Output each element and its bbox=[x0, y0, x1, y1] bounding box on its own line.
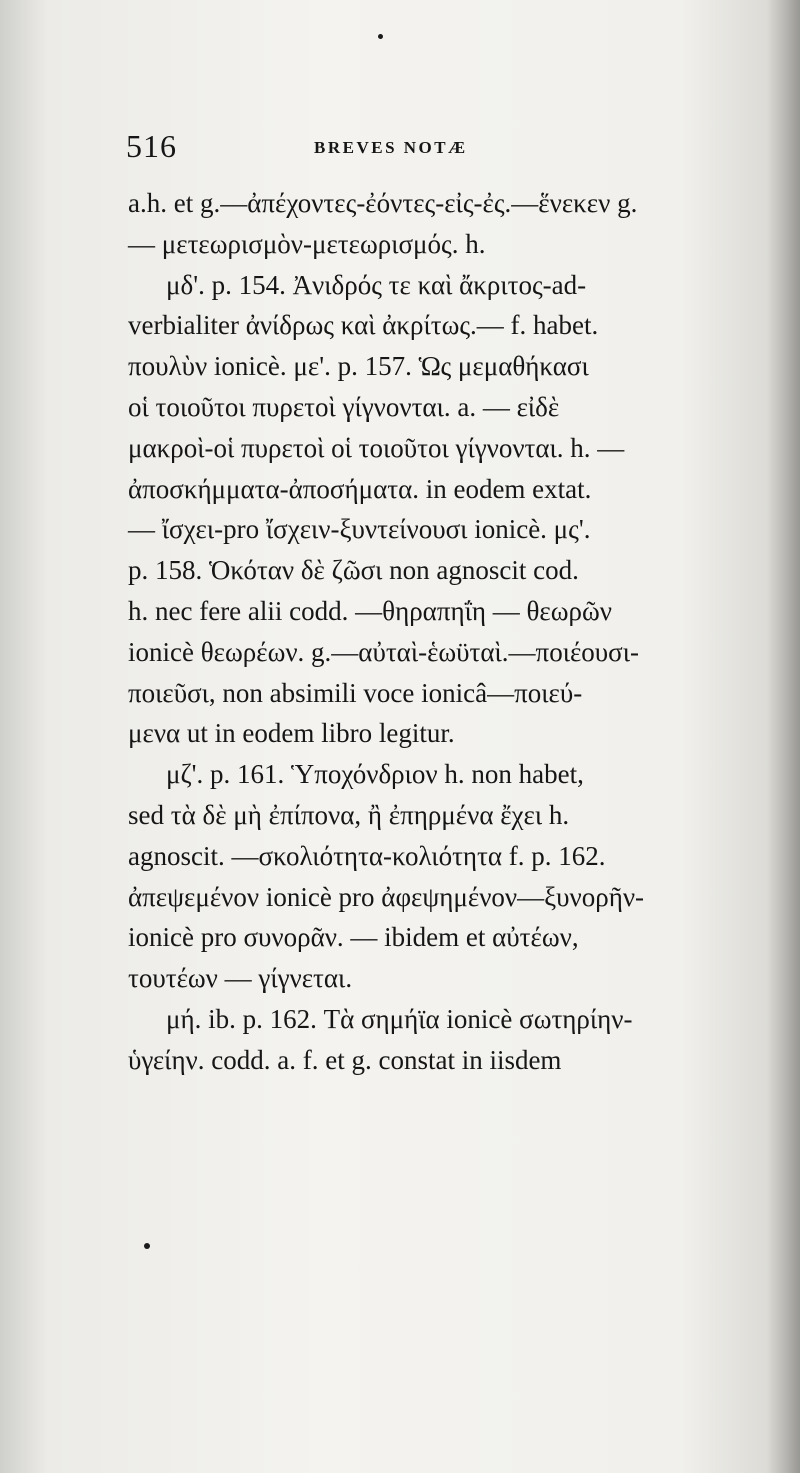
text-line: — ἴσχει-pro ἴσχειν-ξυντείνουσι ionicè. μς'. bbox=[128, 514, 591, 545]
ink-speck bbox=[378, 34, 383, 39]
page-edge-shadow bbox=[766, 0, 800, 1473]
text-line: τουτέων — γίγνεται. bbox=[128, 963, 353, 994]
text-line: verbialiter ἀνίδρως καὶ ἀκρίτως.— f. habet. bbox=[128, 310, 599, 341]
text-line: μακροὶ-οἱ πυρετοὶ οἱ τοιοῦτοι γίγνονται. h. — bbox=[128, 432, 625, 463]
text-line: h. nec fere alii codd. —θηραπηΐη — θεωρῶν bbox=[128, 595, 612, 626]
text-line: μζ'. p. 161. Ὑποχόνδριον h. non habet, bbox=[166, 759, 584, 790]
text-line: ἀπεψεμένον ionicè pro ἀφεψημένον—ξυνορῆν- bbox=[128, 881, 645, 912]
text-line: ionicè θεωρέων. g.—αὐταὶ-ἑωϋταὶ.—ποιέουσι- bbox=[128, 636, 639, 667]
page-number: 516 bbox=[126, 128, 177, 164]
running-head: BREVES NOTÆ bbox=[314, 138, 468, 157]
text-line: πουλὺν ionicè. με'. p. 157. Ὡς μεμαθήκασι bbox=[128, 351, 589, 382]
text-line: sed τὰ δὲ μὴ ἐπίπονα, ἢ ἐπηρμένα ἔχει h. bbox=[128, 799, 570, 830]
text-line: ποιεῦσι, non absimili voce ionicâ—ποιεύ- bbox=[128, 677, 583, 708]
page-header bbox=[126, 128, 746, 168]
text-line: a.h. et g.—ἀπέχοντες-ἐόντες-εἰς-ἐς.—ἕνεκεν g. bbox=[128, 188, 638, 218]
text-line: μενα ut in eodem libro legitur. bbox=[128, 718, 455, 749]
text-line: οἱ τοιοῦτοι πυρετοὶ γίγνονται. a. — εἰδὲ bbox=[128, 391, 560, 422]
text-line: ionicè pro συνορᾶν. — ibidem et αὐτέων, bbox=[128, 922, 579, 953]
text-line: p. 158. Ὁκόταν δὲ ζῶσι non agnoscit cod. bbox=[128, 555, 579, 586]
text-line: μή. ib. p. 162. Τὰ σημήϊα ionicè σωτηρίην- bbox=[166, 1003, 633, 1034]
text-line: ὑγείην. codd. a. f. et g. constat in iisdem bbox=[128, 1044, 562, 1075]
text-line: ἀποσκήμματα-ἀποσήματα. in eodem extat. bbox=[128, 473, 592, 504]
ink-speck bbox=[144, 1243, 150, 1249]
text-line: — μετεωρισμὸν-μετεωρισμός. h. bbox=[128, 228, 486, 259]
body-text bbox=[128, 183, 740, 1081]
text-line: agnoscit. —σκολιότητα-κολιότητα f. p. 162. bbox=[128, 840, 606, 871]
text-line: μδ'. p. 154. Ἀνιδρός τε καὶ ἄκριτος-ad- bbox=[166, 269, 587, 300]
